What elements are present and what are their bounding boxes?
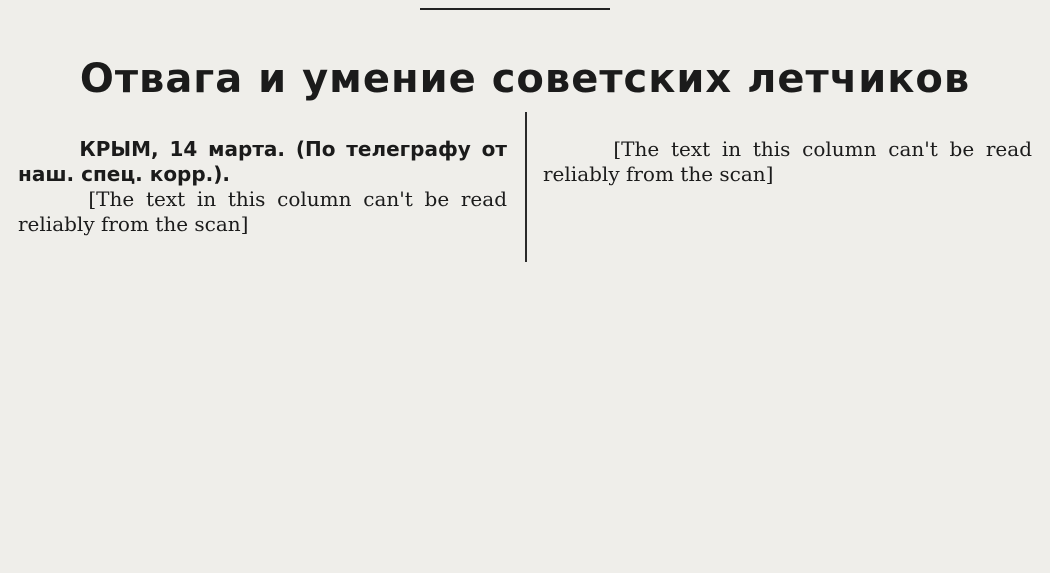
headline: Отвага и умение советских летчиков xyxy=(79,56,971,102)
top-rule xyxy=(420,8,610,10)
article-columns xyxy=(18,112,1039,262)
dateline: КРЫМ, 14 марта. (По телеграфу от наш. спец. корр.). xyxy=(18,137,514,186)
column-2-body: [The text in this column can't be read reliably from the scan] xyxy=(543,137,1039,186)
column-1 xyxy=(18,112,514,262)
column-1-body: [The text in this column can't be read reliably from the scan] xyxy=(18,187,514,236)
column-2 xyxy=(525,112,1039,262)
